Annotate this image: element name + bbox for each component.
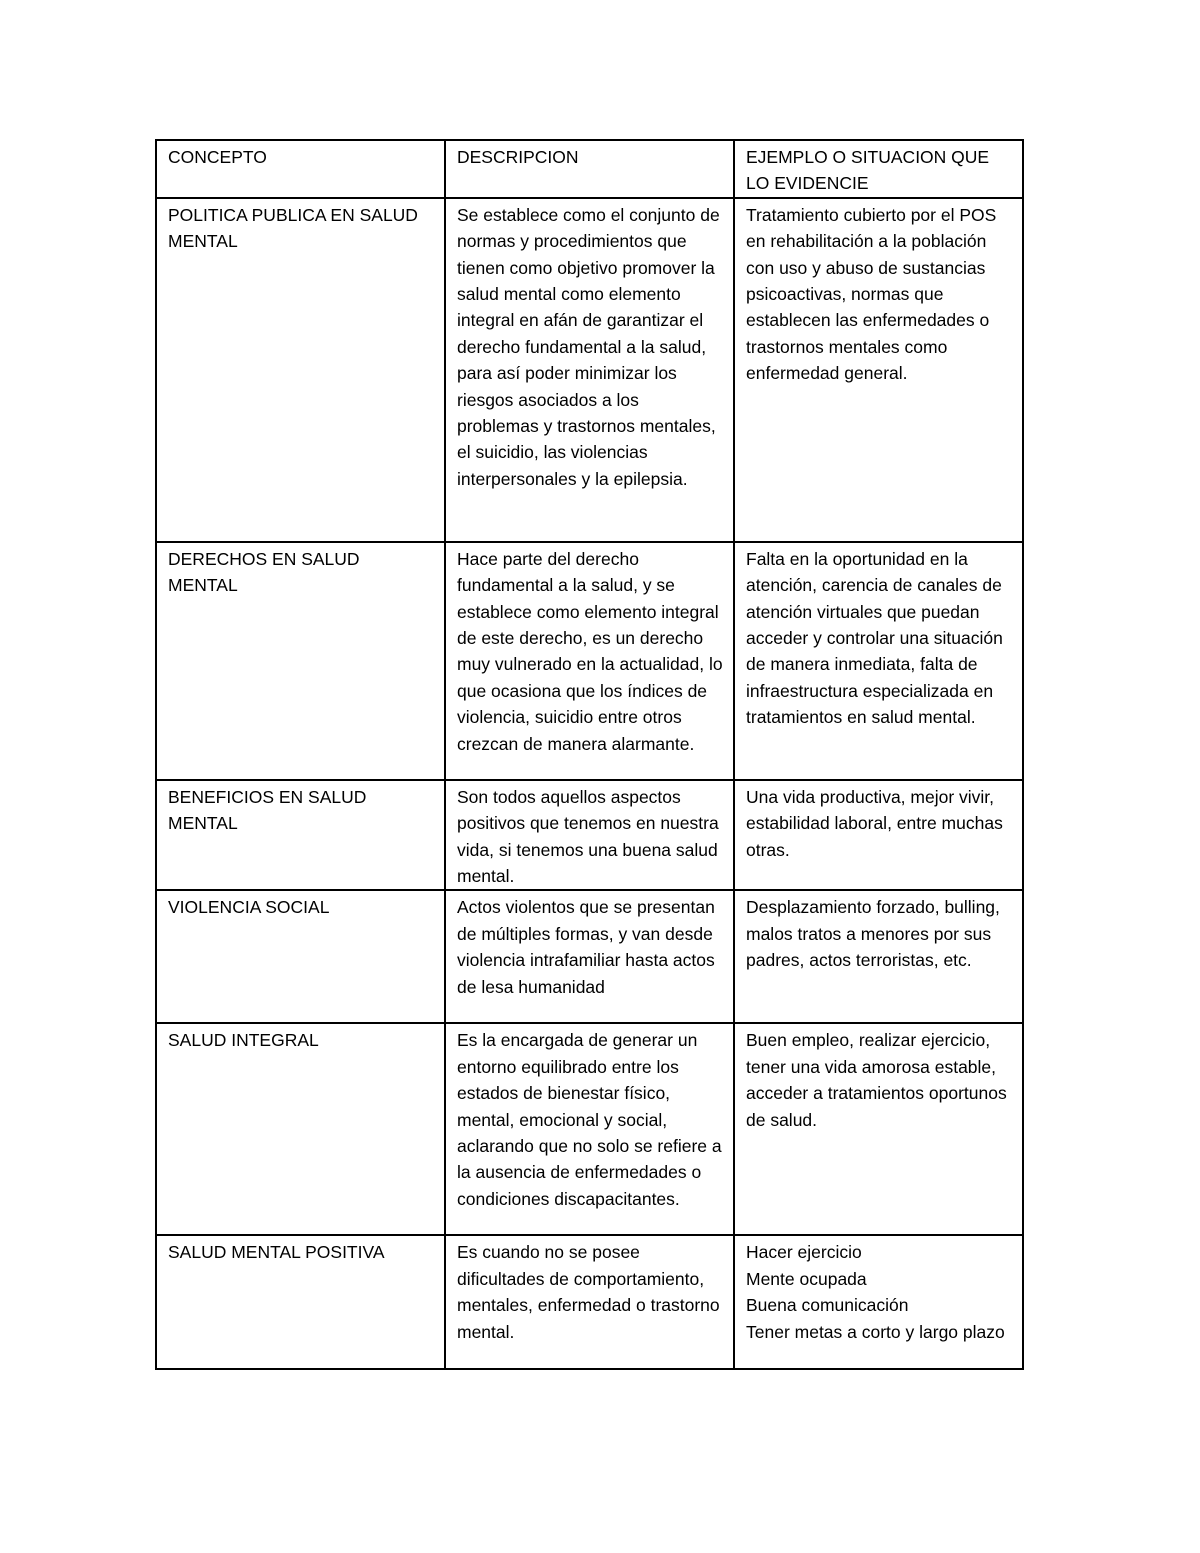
concept-table [155,139,1024,1370]
table-header-row [156,140,1023,198]
table-row [156,1235,1023,1369]
cell-ejemplo: Buen empleo, realizar ejercicio, tener una vida amorosa estable, acceder a tratamientos oportunos de salud. [734,1023,1023,1235]
cell-concepto: SALUD MENTAL POSITIVA [156,1235,445,1369]
header-concepto: CONCEPTO [156,140,445,198]
cell-concepto: DERECHOS EN SALUD MENTAL [156,542,445,780]
cell-ejemplo: Una vida productiva, mejor vivir, estabilidad laboral, entre muchas otras. [734,780,1023,891]
header-descripcion: DESCRIPCION [445,140,734,198]
cell-ejemplo: Tratamiento cubierto por el POS en rehabilitación a la población con uso y abuso de sustancias psicoactivas, normas que establecen las enfermedades o trastornos mentales como enfermedad general. [734,198,1023,542]
cell-descripcion: Actos violentos que se presentan de múltiples formas, y van desde violencia intrafamiliar hasta actos de lesa humanidad [445,890,734,1023]
cell-descripcion: Son todos aquellos aspectos positivos que tenemos en nuestra vida, si tenemos una buena salud mental. [445,780,734,891]
table-row [156,780,1023,891]
cell-concepto: SALUD INTEGRAL [156,1023,445,1235]
table-row [156,890,1023,1023]
cell-descripcion: Hace parte del derecho fundamental a la salud, y se establece como elemento integral de este derecho, es un derecho muy vulnerado en la actualidad, lo que ocasiona que los índices de violencia, suicidio entre otros crezcan de manera alarmante. [445,542,734,780]
cell-descripcion: Es cuando no se posee dificultades de comportamiento, mentales, enfermedad o trastorno mental. [445,1235,734,1369]
cell-concepto: VIOLENCIA SOCIAL [156,890,445,1023]
header-ejemplo: EJEMPLO O SITUACION QUE LO EVIDENCIE [734,140,1023,198]
ejemplo-line: Tener metas a corto y largo plazo [746,1321,1005,1342]
cell-concepto: BENEFICIOS EN SALUD MENTAL [156,780,445,891]
ejemplo-line: Mente ocupada [746,1268,867,1289]
cell-descripcion: Es la encargada de generar un entorno equilibrado entre los estados de bienestar físico, mental, emocional y social, aclarando que no solo se refiere a la ausencia de enfermedades o condiciones discapacitantes. [445,1023,734,1235]
table-row [156,1023,1023,1235]
cell-descripcion: Se establece como el conjunto de normas y procedimientos que tienen como objetivo promover la salud mental como elemento integral en afán de garantizar el derecho fundamental a la salud, para así poder minimizar los riesgos asociados a los problemas y trastornos mentales, el suicidio, las violencias interpersonales y la epilepsia. [445,198,734,542]
table-row [156,542,1023,780]
cell-ejemplo: Desplazamiento forzado, bulling, malos tratos a menores por sus padres, actos terroristas, etc. [734,890,1023,1023]
cell-ejemplo: Falta en la oportunidad en la atención, carencia de canales de atención virtuales que puedan acceder y controlar una situación de manera inmediata, falta de infraestructura especializada en tratamientos en salud mental. [734,542,1023,780]
ejemplo-line: Hacer ejercicio [746,1242,862,1263]
cell-concepto: POLITICA PUBLICA EN SALUD MENTAL [156,198,445,542]
cell-ejemplo [734,1235,1023,1369]
ejemplo-line: Buena comunicación [746,1295,909,1316]
table-row [156,198,1023,542]
